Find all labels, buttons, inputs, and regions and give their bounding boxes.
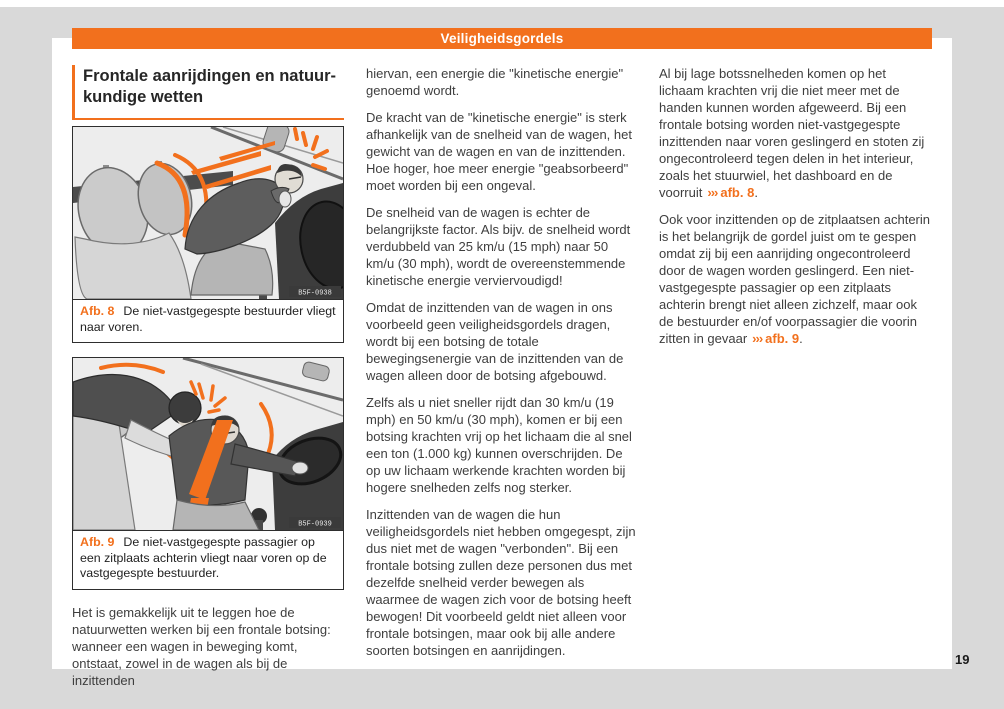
paragraph-text: Ook voor inzittenden op de zitplaatsen achterin is het belangrijk de gordel juist om te gespen omdat zij bij een aanrijding ongecontroleerd door de wagen worden geslingerd. Een niet-vastgegespte passagier op een zitplaats achterin brengt niet alleen zichzelf, maar ook de bestuurder en/of voorpassagier die voorin zitten in gevaar [659, 212, 931, 346]
paragraph: De kracht van de "kinetische energie" is sterk afhankelijk van de snelheid van de wagen, het gewicht van de wagen en van de inzittenden. Hoe hoger, hoe meer energie "geabsorbeerd" moet worden bij een ongeval. [366, 110, 632, 193]
figure-9-illustration [73, 358, 343, 530]
figure-9 [72, 357, 344, 590]
figure-9-caption-text: De niet-vastgegespte passagier op een zitplaats achterin vliegt naar voren op de vastgegespte bestuurder. [80, 535, 327, 580]
chapter-title: Veiligheidsgordels [440, 31, 564, 46]
figure-8-caption [73, 299, 343, 342]
figure-9-label: Afb. 9 [80, 535, 115, 549]
passenger-head [169, 392, 201, 424]
paragraph: Omdat de inzittenden van de wagen in ons voorbeeld geen veiligheidsgordels dragen, wordt bij een botsing de totale bewegingsenergie van de inzittenden van de wagen alleen door de botsing afgebouwd. [366, 300, 624, 383]
paragraph: hiervan, een energie die "kinetische energie" genoemd wordt. [366, 66, 624, 98]
ref-arrows-icon: ››› [707, 185, 718, 200]
image-code: B5F-0939 [298, 520, 332, 529]
paragraph-text: Al bij lage botssnelheden komen op het lichaam krachten vrij die niet meer met de handen kunnen worden afgeweerd. Bij een frontale botsing worden niet-vastgegespte inzittenden naar voren geslingerd en stoten zij ongecontroleerd tegen delen in het interieur, zoals het stuurwiel, het dashboard en de voorruit [659, 66, 925, 200]
image-code-tag [289, 517, 341, 529]
driver-hand [292, 462, 308, 474]
chapter-header-bar [72, 28, 932, 49]
paragraph: Zelfs als u niet sneller rijdt dan 30 km/u (19 mph) en 50 km/u (30 mph), komen er bij een botsing krachten vrij op het lichaam die al snel een ton (1.000 kg) kunnen overschrijden. De op uw lichaam werkende krachten worden bij hogere snelheden zelfs nog sterker. [366, 395, 632, 495]
image-code-tag [289, 286, 341, 298]
figure-9-reference-link[interactable]: afb. 9 [765, 331, 800, 346]
paragraph [659, 211, 931, 347]
figure-8-label: Afb. 8 [80, 304, 115, 318]
previous-page-edge [0, 0, 1004, 7]
figure-9-caption [73, 530, 343, 589]
paragraph-suffix: . [754, 185, 758, 200]
driver-hand [279, 191, 291, 207]
section-heading-line1: Frontale aanrijdingen en natuur- [83, 67, 337, 85]
figure-8 [72, 126, 344, 343]
image-code: B5F-0938 [298, 289, 332, 298]
middle-column [366, 65, 638, 659]
paragraph [659, 65, 931, 201]
figure-8-caption-text: De niet-vastgegespte bestuurder vliegt naar voren. [80, 304, 336, 334]
paragraph-suffix: . [799, 331, 803, 346]
figure-8-illustration [73, 127, 343, 299]
paragraph: De snelheid van de wagen is echter de belangrijkste factor. Als bijv. de snelheid wordt verdubbeld van 25 km/u (15 mph) naar 50 km/u (30 mph), wordt de overeenstemmende kinetische energie verviervoudigd! [366, 205, 631, 288]
paragraph: Het is gemakkelijk uit te leggen hoe de natuurwetten werken bij een frontale botsing: wanneer een wagen in beweging komt, ontstaat, zowel in de wagen als bij de inzittenden [72, 604, 331, 688]
right-column [659, 65, 931, 347]
ref-arrows-icon: ››› [752, 331, 763, 346]
section-heading [72, 65, 344, 120]
page-number: 19 [955, 652, 970, 667]
section-heading-line2: kundige wetten [83, 88, 204, 106]
figure-8-reference-link[interactable]: afb. 8 [720, 185, 755, 200]
left-column [72, 65, 344, 689]
paragraph: Inzittenden van de wagen die hun veiligheidsgordels niet hebben omgegespt, zijn dus niet met de wagen "verbonden". Bij een frontale botsing zullen deze personen dus met dezelfde snelheid verder bewegen als waarmee de wagen zich voor de botsing heeft bewogen! Dit voorbeeld geldt niet alleen voor frontale botsingen, maar ook bij alle andere soorten botsingen en aanrijdingen. [366, 507, 636, 658]
